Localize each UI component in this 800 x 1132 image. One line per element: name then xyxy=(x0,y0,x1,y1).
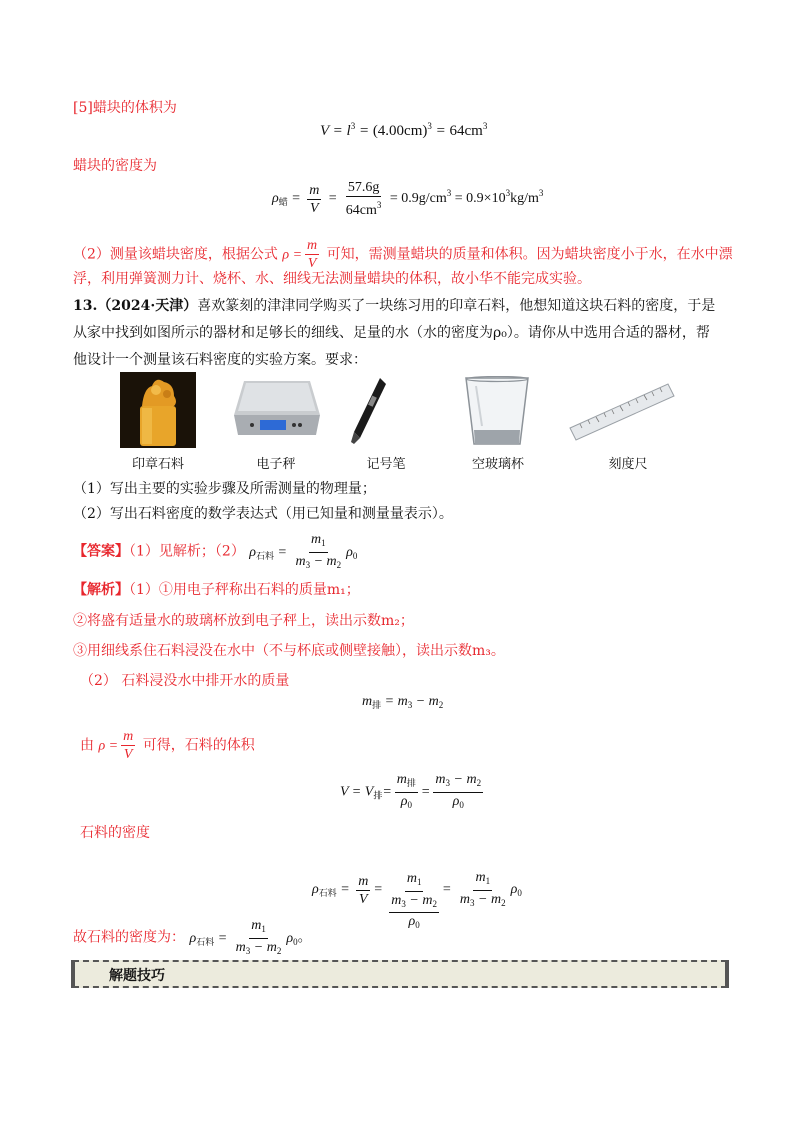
electronic-scale-image xyxy=(230,375,322,445)
wax-para2-line2: 浮，利用弹簧测力计、烧杯、水、细线无法测量蜡块的体积，故小华不能完成实验。 xyxy=(73,271,591,287)
caption-glass-cup: 空玻璃杯 xyxy=(471,457,524,472)
caption-marker-pen: 记号笔 xyxy=(366,457,406,472)
formula-displaced-mass: $m_排 = m_3 - m_2$ xyxy=(362,694,444,710)
formula-stone-density: $\rho_{石料}$ = $\frac{m}{V}$ = $m_1$ $m_3 - m_2$ $\rho_0$ = $\frac{m_1}{m_3 - m_2}$ $\rho_0$ xyxy=(312,869,522,930)
glass-cup-image xyxy=(462,376,532,448)
analysis-step3: ③用细线系住石料浸没在水中（不与杯底或侧壁接触），读出示数m₃。 xyxy=(73,643,505,659)
analysis-density-intro: 石料的密度 xyxy=(80,825,150,841)
marker-pen-image xyxy=(350,376,390,446)
formula-wax-density: $\rho_蜡$ = $\frac{m}{V}$ = $\frac{57.6g}{64cm^3}$ = $0.9g/cm^3 = 0.9\times 10^3kg/m^3$ xyxy=(272,180,544,218)
tips-title: 解题技巧 xyxy=(109,968,165,984)
requirement-1: （1）写出主要的实验步骤及所需测量的物理量； xyxy=(73,481,376,497)
wax-density-intro: 蜡块的密度为 xyxy=(73,158,157,174)
caption-ruler: 刻度尺 xyxy=(608,457,648,472)
analysis-volume-intro: 由 ρ = $\frac{m}{V}$ 可得，石料的体积 xyxy=(80,729,255,762)
caption-seal-stone: 印章石料 xyxy=(131,457,184,472)
question-line2: 从家中找到如图所示的器材和足够长的细线、足量的水（水的密度为ρ₀）。请你从中选用合适的器材，帮 xyxy=(73,325,710,341)
analysis-step2: ②将盛有适量水的玻璃杯放到电子秤上，读出示数m₂； xyxy=(73,613,414,629)
requirement-2: （2）写出石料密度的数学表达式（用已知量和测量量表示）。 xyxy=(73,506,453,522)
answer-line: 【答案】（1）见解析；（2） $\rho_{石料}$ = $\frac{m_1}{m_3 - m_2}$ $\rho_0$ xyxy=(73,532,358,570)
tips-header-bar xyxy=(73,960,727,988)
analysis-step1: 【解析】（1）①用电子秤称出石料的质量m₁； xyxy=(73,582,360,598)
formula-stone-volume: $V = V_排=$ $\frac{m_排}{\rho_0}$ = $\frac{m_3 - m_2}{\rho_0}$ xyxy=(340,772,482,810)
wax-para2-line1: （2）测量该蜡块密度，根据公式 ρ = $\frac{m}{V}$ 可知，需测量蜡块的质量和体积。因为蜡块密度小于水，在水中漂 xyxy=(73,238,733,271)
seal-stone-image xyxy=(120,372,196,448)
analysis-part2-intro: （2） 石料浸没水中排开水的质量 xyxy=(80,673,290,689)
question-line3: 他设计一个测量该石料密度的实验方案。要求： xyxy=(73,352,367,368)
analysis-conclusion: 故石料的密度为： $\rho_{石料}$ = $\frac{m_1}{m_3 - m_2}$ $\rho_0$。 xyxy=(73,918,312,956)
wax-volume-intro: [5]蜡块的体积为 xyxy=(73,100,177,116)
ruler-image xyxy=(568,380,676,444)
caption-electronic-scale: 电子秤 xyxy=(256,457,296,472)
formula-wax-volume: $V = l^3 = (4.00cm)^3 = 64cm^3$ xyxy=(320,121,488,139)
question-line1: 13.（2024·天津）喜欢篆刻的津津同学购买了一块练习用的印章石料，他想知道这块石料的密度，于是 xyxy=(73,298,716,314)
